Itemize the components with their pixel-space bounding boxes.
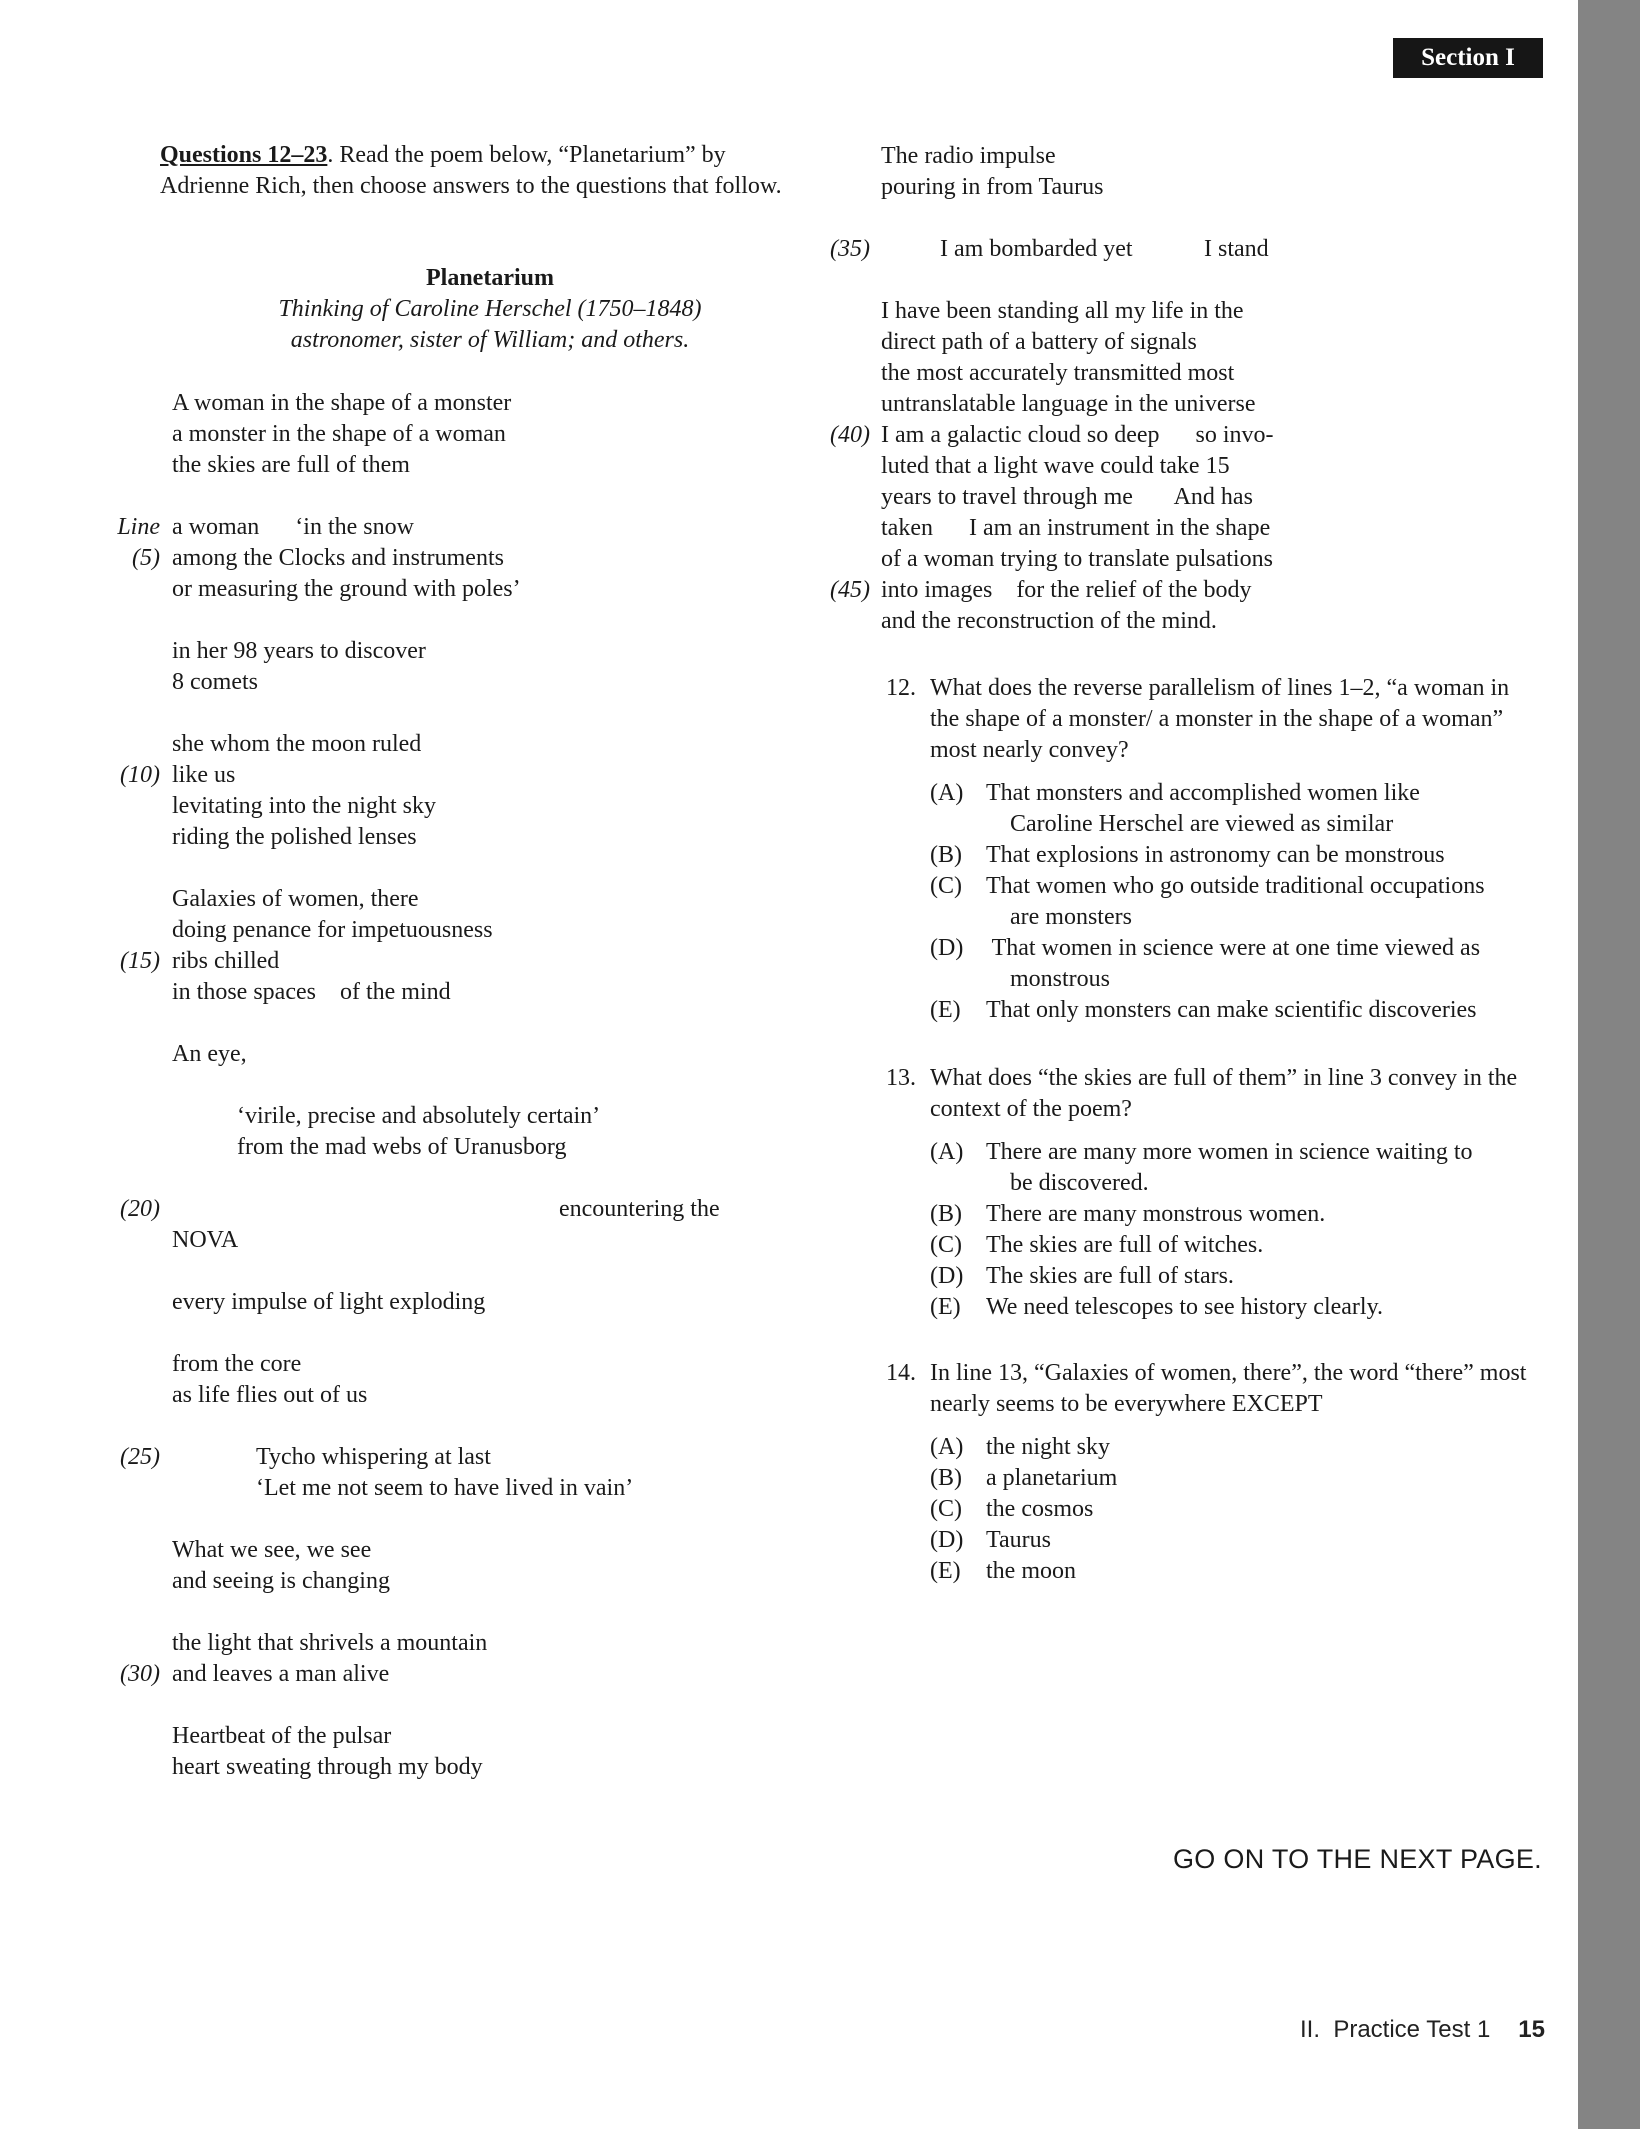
poem-line: NOVA [172, 1227, 239, 1253]
poem-line: the light that shrivels a mountain [172, 1630, 488, 1656]
answer-option-c[interactable]: (C) That women who go outside traditional occupations are monsters [930, 873, 1485, 930]
poem-line: pouring in from Taurus [881, 174, 1104, 200]
page-footer [1300, 2010, 1545, 2050]
answer-option-d[interactable]: (D) That women in science were at one time viewed as monstrous [930, 935, 1481, 992]
poem-line: she whom the moon ruled [172, 731, 422, 757]
question-number: 13. [886, 1065, 916, 1091]
question-13 [886, 1063, 1536, 1323]
poem-line: and the reconstruction of the mind. [881, 608, 1217, 634]
poem-title: Planetarium [426, 265, 554, 291]
poem-line: What we see, we see [172, 1537, 372, 1563]
page-number: 15 [1518, 2016, 1545, 2043]
question-stem: In line 13, “Galaxies of women, there”, the word “there” most nearly seems to be everywhere EXCEPT [930, 1360, 1527, 1417]
question-number: 12. [886, 675, 916, 701]
poem-line: a monster in the shape of a woman [172, 421, 506, 447]
poem-line: ribs chilled [172, 948, 280, 974]
poem-line: like us [172, 762, 236, 788]
line-number-30: (30) [120, 1661, 160, 1687]
poem-line: and leaves a man alive [172, 1661, 390, 1687]
answer-option-a[interactable]: (A) There are many more women in science waiting to be discovered. [930, 1139, 1473, 1196]
answer-option-b[interactable]: (B) a planetarium [930, 1465, 1118, 1491]
poem-line: the skies are full of them [172, 452, 410, 478]
section-badge: Section I [1393, 38, 1543, 78]
poem-line: 8 comets [172, 669, 258, 695]
poem-epigraph-line-2: astronomer, sister of William; and others. [290, 327, 690, 353]
poem-line: levitating into the night sky [172, 793, 436, 819]
poem-line: An eye, [172, 1041, 247, 1067]
answer-option-c[interactable]: (C) the cosmos [930, 1496, 1094, 1522]
poem-line: Heartbeat of the pulsar [172, 1723, 392, 1749]
line-label: Line [117, 514, 160, 540]
poem-line: luted that a light wave could take 15 [881, 453, 1230, 479]
poem-line: from the core [172, 1351, 302, 1377]
question-number: 14. [886, 1360, 916, 1386]
answer-option-b[interactable]: (B) That explosions in astronomy can be monstrous [930, 842, 1445, 868]
poem-line: a woman ‘in the snow [172, 514, 414, 540]
questions-range: Questions 12–23 [160, 142, 328, 168]
footer-section-label: II. Practice Test 1 [1299, 2016, 1491, 2043]
line-number-15: (15) [120, 948, 160, 974]
line-number-35: (35) [830, 236, 870, 262]
poem-line: direct path of a battery of signals [881, 329, 1197, 355]
poem-line: I am a galactic cloud so deep so invo- [881, 422, 1274, 448]
instructions-text: . Read the poem below, “Planetarium” by Adrienne Rich, then choose answers to the questions that follow. [160, 142, 782, 199]
poem-line: untranslatable language in the universe [881, 391, 1256, 417]
instructions [160, 140, 800, 202]
poem-line: encountering the [559, 1196, 720, 1222]
question-12 [886, 673, 1536, 1026]
line-number-25: (25) [120, 1444, 160, 1470]
answer-options [930, 778, 1536, 1026]
poem-line: years to travel through me And has [881, 484, 1253, 510]
poem-epigraph-line-1: Thinking of Caroline Herschel (1750–1848) [278, 296, 702, 322]
poem-line: A woman in the shape of a monster [172, 390, 512, 416]
answer-option-e[interactable]: (E) the moon [930, 1558, 1076, 1584]
poem-line: I have been standing all my life in the [881, 298, 1244, 324]
line-number-5: (5) [132, 545, 160, 571]
go-on-notice: GO ON TO THE NEXT PAGE. [1173, 1844, 1542, 1874]
poem-line: and seeing is changing [172, 1568, 390, 1594]
poem-line: heart sweating through my body [172, 1754, 483, 1780]
poem-line: from the mad webs of Uranusborg [237, 1134, 567, 1160]
poem-line: riding the polished lenses [172, 824, 417, 850]
answer-options [930, 1137, 1536, 1323]
answer-option-a[interactable]: (A) That monsters and accomplished women like Caroline Herschel are viewed as similar [930, 780, 1420, 837]
answer-option-d[interactable]: (D) The skies are full of stars. [930, 1263, 1234, 1289]
line-number-45: (45) [830, 577, 870, 603]
poem-line: in her 98 years to discover [172, 638, 426, 664]
answer-option-b[interactable]: (B) There are many monstrous women. [930, 1201, 1326, 1227]
poem-line: doing penance for impetuousness [172, 917, 493, 943]
line-number-10: (10) [120, 762, 160, 788]
question-stem: What does “the skies are full of them” in line 3 convey in the context of the poem? [930, 1065, 1518, 1122]
poem-line: in those spaces of the mind [172, 979, 451, 1005]
poem-line: as life flies out of us [172, 1382, 368, 1408]
question-stem: What does the reverse parallelism of lines 1–2, “a woman in the shape of a monster/ a monster in the shape of a woman” most nearly convey? [930, 675, 1510, 763]
poem-line: The radio impulse [881, 143, 1056, 169]
poem-line: into images for the relief of the body [881, 577, 1252, 603]
poem-line: among the Clocks and instruments [172, 545, 504, 571]
question-14 [886, 1358, 1536, 1587]
poem-line: Tycho whispering at last [256, 1444, 491, 1470]
page-edge-tab [1578, 0, 1640, 2129]
poem-line: of a woman trying to translate pulsations [881, 546, 1273, 572]
poem-line: ‘Let me not seem to have lived in vain’ [256, 1475, 634, 1501]
line-number-20: (20) [120, 1196, 160, 1222]
poem-line: I stand [1204, 236, 1269, 262]
answer-option-d[interactable]: (D) Taurus [930, 1527, 1051, 1553]
poem-line: I am bombarded yet [940, 236, 1133, 262]
poem-line: taken I am an instrument in the shape [881, 515, 1271, 541]
poem-line: ‘virile, precise and absolutely certain’ [237, 1103, 601, 1129]
poem-line: the most accurately transmitted most [881, 360, 1235, 386]
poem-line: Galaxies of women, there [172, 886, 419, 912]
line-number-40: (40) [830, 422, 870, 448]
answer-options [930, 1432, 1536, 1587]
answer-option-e[interactable]: (E) We need telescopes to see history clearly. [930, 1294, 1384, 1320]
poem-line: every impulse of light exploding [172, 1289, 486, 1315]
answer-option-a[interactable]: (A) the night sky [930, 1434, 1110, 1460]
answer-option-e[interactable]: (E) That only monsters can make scientific discoveries [930, 997, 1477, 1023]
answer-option-c[interactable]: (C) The skies are full of witches. [930, 1232, 1264, 1258]
poem-line: or measuring the ground with poles’ [172, 576, 521, 602]
